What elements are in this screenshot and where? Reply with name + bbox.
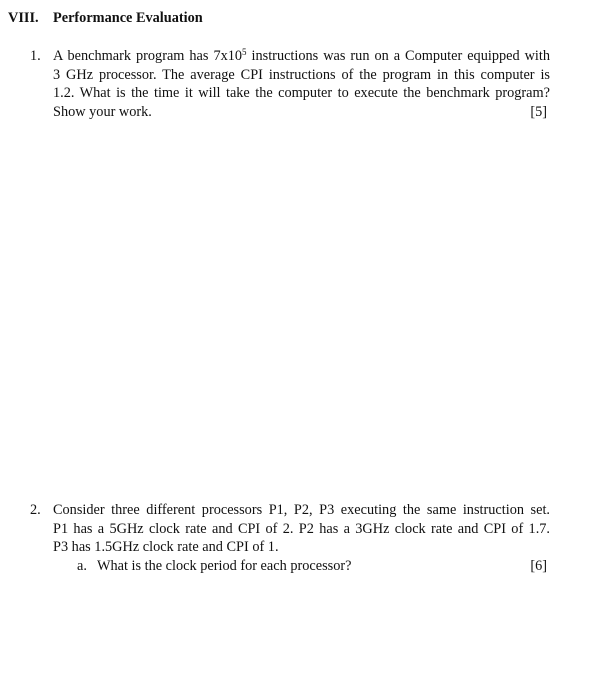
question-line-part: A benchmark program has 7x10 <box>53 48 243 64</box>
question-line-part: instructions was run on a Computer equipped with <box>246 48 551 64</box>
question-number: 1. <box>30 48 41 64</box>
marks-label: [5] <box>530 103 547 120</box>
section-heading <box>8 9 203 28</box>
question-number: 2. <box>30 502 41 518</box>
section-title: Performance Evaluation <box>53 10 203 26</box>
sub-question-letter: a. <box>77 557 87 574</box>
sub-question-a <box>77 557 351 576</box>
question-line: Consider three different processors P1, P2, P3 executing the same instruction set. <box>53 502 550 518</box>
question-line: 3 GHz processor. The average CPI instructions of the program in this computer is <box>53 66 550 83</box>
question-line: 1.2. What is the time it will take the computer to execute the benchmark program? <box>53 85 550 102</box>
marks-label: [6] <box>530 557 547 574</box>
question-line: Show your work. <box>53 103 152 120</box>
question-line <box>53 47 550 66</box>
question-line: P1 has a 5GHz clock rate and CPI of 2. P2 has a 3GHz clock rate and CPI of 1.7. <box>53 520 550 537</box>
sub-question-text: What is the clock period for each processor? <box>97 557 352 574</box>
question-text <box>53 47 550 121</box>
question-line: P3 has 1.5GHz clock rate and CPI of 1. <box>53 539 279 556</box>
section-number: VIII. <box>8 10 39 26</box>
question-text <box>53 501 550 557</box>
exponent: 5 <box>242 47 247 57</box>
